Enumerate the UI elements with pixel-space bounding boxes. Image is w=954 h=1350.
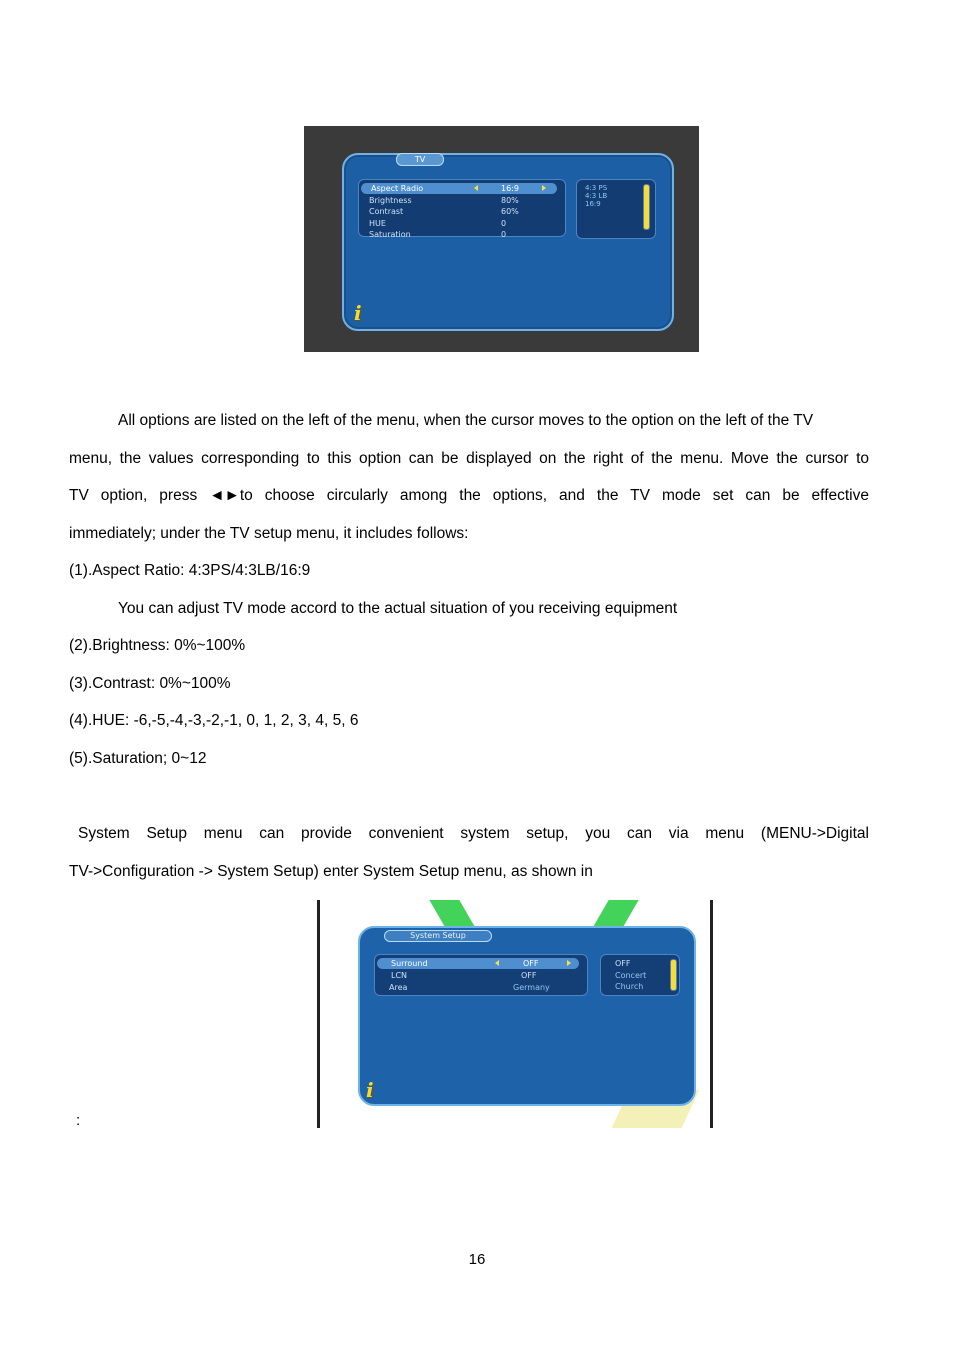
list-item: (5).Saturation; 0~12 (69, 750, 207, 767)
row-label: Surround (391, 959, 428, 968)
option-item[interactable]: 4:3 LB (585, 192, 608, 200)
right-arrow-icon (567, 960, 571, 966)
list-item: (1).Aspect Ratio: 4:3PS/4:3LB/16:9 (69, 562, 311, 579)
row-value: 16:9 (501, 184, 519, 193)
right-arrow-icon (542, 185, 546, 191)
row-label: Area (389, 983, 408, 992)
page-number: 16 (468, 1251, 486, 1268)
row-label: Saturation (369, 230, 411, 239)
tv-menu-panel (342, 153, 674, 331)
tv-values-list (576, 179, 656, 239)
row-label: HUE (369, 219, 386, 228)
option-item[interactable]: OFF (615, 959, 631, 968)
paragraph-line: TV->Configuration -> System Setup) enter System Setup menu, as shown in (69, 863, 593, 880)
system-setup-panel (358, 926, 696, 1106)
scrollbar[interactable] (671, 960, 676, 990)
row-label: Aspect Radio (371, 184, 424, 193)
left-arrow-icon (495, 960, 499, 966)
scrollbar[interactable] (644, 185, 649, 229)
tv-row-aspect[interactable] (361, 183, 557, 194)
list-item: (4).HUE: -6,-5,-4,-3,-2,-1, 0, 1, 2, 3, 4, 5, 6 (69, 712, 359, 729)
tv-menu-title: TV (396, 153, 444, 166)
option-item[interactable]: 4:3 PS (585, 184, 608, 192)
system-options-list (374, 954, 588, 996)
list-item: (3).Contrast: 0%~100% (69, 675, 231, 692)
paragraph-line: TV option, press ◄►to choose circularly among the options, and the TV mode set can be effective (69, 487, 869, 504)
system-setup-screenshot (317, 900, 713, 1128)
system-setup-title: System Setup (384, 930, 492, 942)
row-value: 0 (501, 219, 507, 228)
row-value: Germany (513, 983, 550, 992)
tv-row-contrast[interactable] (359, 206, 565, 217)
paragraph-line: All options are listed on the left of the menu, when the cursor moves to the option on the left of the TV (118, 412, 814, 429)
row-value: 0 (501, 230, 507, 239)
tv-options-list (358, 179, 566, 237)
option-item[interactable]: Concert (615, 971, 647, 980)
list-item: (2).Brightness: 0%~100% (69, 637, 246, 654)
row-value: OFF (523, 959, 539, 968)
info-icon: i (366, 1078, 374, 1102)
left-arrow-icon (474, 185, 478, 191)
row-label: LCN (391, 971, 408, 980)
row-label: Contrast (369, 207, 404, 216)
system-row-surround[interactable] (377, 958, 579, 969)
tv-row-brightness[interactable] (359, 195, 565, 206)
paragraph-line: immediately; under the TV setup menu, it includes follows: (69, 525, 469, 542)
option-item[interactable]: 16:9 (585, 200, 601, 208)
info-icon: i (354, 301, 362, 325)
row-value: 60% (501, 207, 519, 216)
paragraph-line: menu, the values corresponding to this option can be displayed on the right of the menu. Move the cursor to (69, 450, 869, 467)
tv-menu-screenshot (304, 126, 699, 352)
system-values-list (600, 954, 680, 996)
row-label: Brightness (369, 196, 412, 205)
option-item[interactable]: Church (615, 982, 644, 991)
list-item-note: You can adjust TV mode accord to the actual situation of you receiving equipment (118, 600, 678, 617)
row-value: 80% (501, 196, 519, 205)
tv-row-hue[interactable] (359, 218, 565, 229)
system-row-lcn[interactable] (375, 970, 587, 981)
paragraph-line: System Setup menu can provide convenient system setup, you can via menu (MENU->Digital (78, 825, 869, 842)
tv-row-saturation[interactable] (359, 229, 565, 240)
system-row-area[interactable] (375, 982, 587, 993)
stray-colon: : (76, 1112, 81, 1129)
row-value: OFF (521, 971, 537, 980)
